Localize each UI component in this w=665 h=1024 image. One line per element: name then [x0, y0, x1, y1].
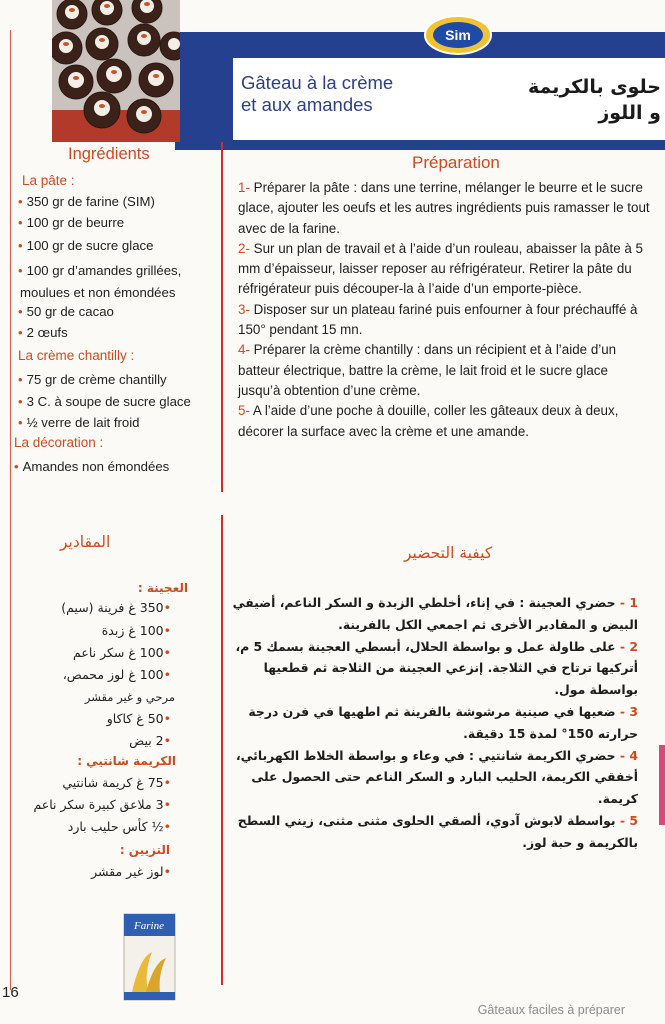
title-ar-line2: و اللوز [598, 102, 661, 124]
ar-step: 5 - بواسطة لابوش آدوي، ألصقي الحلوى مثنى مثنى، زيني السطح بالكريمة و حبة لوز. [237, 812, 638, 850]
fr-ingredient: • 2 œufs [18, 325, 68, 340]
ar-ingredient: •100 غ سكر ناعم [73, 645, 171, 660]
fr-step: 1- Préparer la pâte : dans une terrine, mélanger le beurre et le sucre glace, ajouter les oeufs et les autres ingrédients puis ramasser le tout avec de la farine. [238, 180, 650, 236]
ar-ingredient: •75 غ كريمة شانتيي [62, 775, 171, 790]
ar-ingredient: •100 غ زبدة [101, 623, 171, 638]
title-fr-line1: Gâteau à la crème [241, 72, 394, 93]
fr-ingredient-cont: moulues et non émondées [20, 285, 176, 300]
fr-ingredient: • 350 gr de farine (SIM) [18, 194, 155, 209]
fr-ingredient: • 3 C. à soupe de sucre glace [18, 394, 191, 409]
ar-ingredient: •لوز غير مقشر [91, 864, 171, 879]
fr-creme-heading: La crème chantilly : [18, 348, 135, 363]
ar-preparation-steps [228, 592, 638, 854]
ar-step: 1 - حضري العجينة : في إناء، أخلطي الزبدة و السكر الناعم، أضيفي البيض و المقادير الأخرى ثم اجمعي الكل بالفرينة. [232, 595, 638, 632]
column-divider-bottom [221, 515, 223, 985]
fr-deco-heading: La décoration : [14, 435, 104, 450]
page-edge-tab [659, 745, 665, 825]
ar-ingredient: •350 غ فرينة (سيم) [61, 600, 171, 615]
cake-photo [52, 0, 180, 142]
fr-ingredient: • 100 gr de beurre [18, 215, 125, 230]
fr-pate-heading: La pâte : [22, 173, 75, 188]
title-arabic [491, 74, 661, 126]
fr-ingredient: • 100 gr d’amandes grillées, [18, 263, 182, 278]
ar-ingredient: •50 غ كاكاو [106, 711, 171, 726]
fr-ingredients-heading: Ingrédients [68, 145, 150, 163]
fr-step: 2- Sur un plan de travail et à l’aide d’un rouleau, abaisser la pâte à 5 mm d’épaisseur, laisser reposer au réfrigérateur. Retirer la pâte du réfrigérateur puis découper-la à l’aide d’un emporte-pièce. [238, 240, 643, 297]
logo-text: Sim [445, 27, 471, 43]
ar-ingredient: •100 غ لوز محمص، [62, 667, 171, 682]
ar-deco-heading: التزيين : [119, 843, 170, 857]
ar-pate-heading: العجينة : [137, 581, 188, 595]
fr-ingredient: • 75 gr de crème chantilly [18, 372, 167, 387]
title-fr-line2: et aux amandes [241, 94, 373, 115]
title-french [241, 72, 461, 116]
ar-ingredients-heading: المقادير [60, 533, 111, 551]
fr-ingredient: • Amandes non émondées [14, 459, 170, 474]
fr-preparation-heading: Préparation [412, 153, 500, 172]
fr-step: 3- Disposer sur un plateau fariné puis enfourner à four préchauffé à 150° pendant 15 mn. [238, 301, 638, 338]
ar-ingredient: •3 ملاعق كبيرة سكر ناعم [33, 797, 171, 812]
fr-ingredient: • 50 gr de cacao [18, 304, 114, 319]
title-ar-line1: حلوى بالكريمة [527, 76, 661, 98]
ar-step: 4 - حضري الكريمة شانتيي : في وعاء و بواسطة الخلاط الكهربائي، أخفقي الكريمة، الحليب البارد و السكر الناعم حتى الحصول على كريمة. [235, 747, 638, 807]
sim-logo [423, 14, 493, 56]
fr-ingredient: • ½ verre de lait froid [18, 415, 140, 430]
ar-step: 2 - على طاولة عمل و بواسطة الحلال، أبسطي العجينة بسمك 5 م، أتركيها ترتاح في الثلاجة. إنزعي العجينة من الثلاجة ثم قطعيها بواسطة مول. [235, 638, 638, 698]
ar-creme-heading: الكريمة شانتيي : [77, 754, 176, 768]
footer-text: Gâteaux faciles à préparer [477, 1003, 625, 1017]
fr-ingredient: • 100 gr de sucre glace [18, 238, 154, 253]
left-margin-rule [10, 30, 11, 990]
ar-preparation-heading: كيفية التحضير [404, 544, 493, 562]
fr-step: 4- Préparer la crème chantilly : dans un récipient et à l’aide d’un batteur électrique, battre la crème, le lait froid et le sucre glace jusqu’à obtention d’une crème. [238, 342, 617, 398]
package-label: Farine [134, 920, 164, 932]
fr-preparation-steps [238, 178, 652, 442]
flour-package-image [122, 912, 177, 1002]
ar-ingredient-cont: مرحي و غير مقشر [84, 690, 175, 704]
column-divider-top [221, 142, 223, 492]
ar-ingredient: •2 بيض [129, 733, 171, 748]
page-number: 16 [2, 984, 19, 1001]
ar-ingredient: •½ كأس حليب بارد [67, 819, 171, 834]
fr-step: 5- A l’aide d’une poche à douille, coller les gâteaux deux à deux, décorer la surface avec la crème et une amande. [238, 403, 619, 439]
ar-step: 3 - ضعيها في صينية مرشوشة بالفرينة ثم اطهيها في فرن درجة حرارته 150° لمدة 15 دقيقة. [248, 703, 638, 741]
